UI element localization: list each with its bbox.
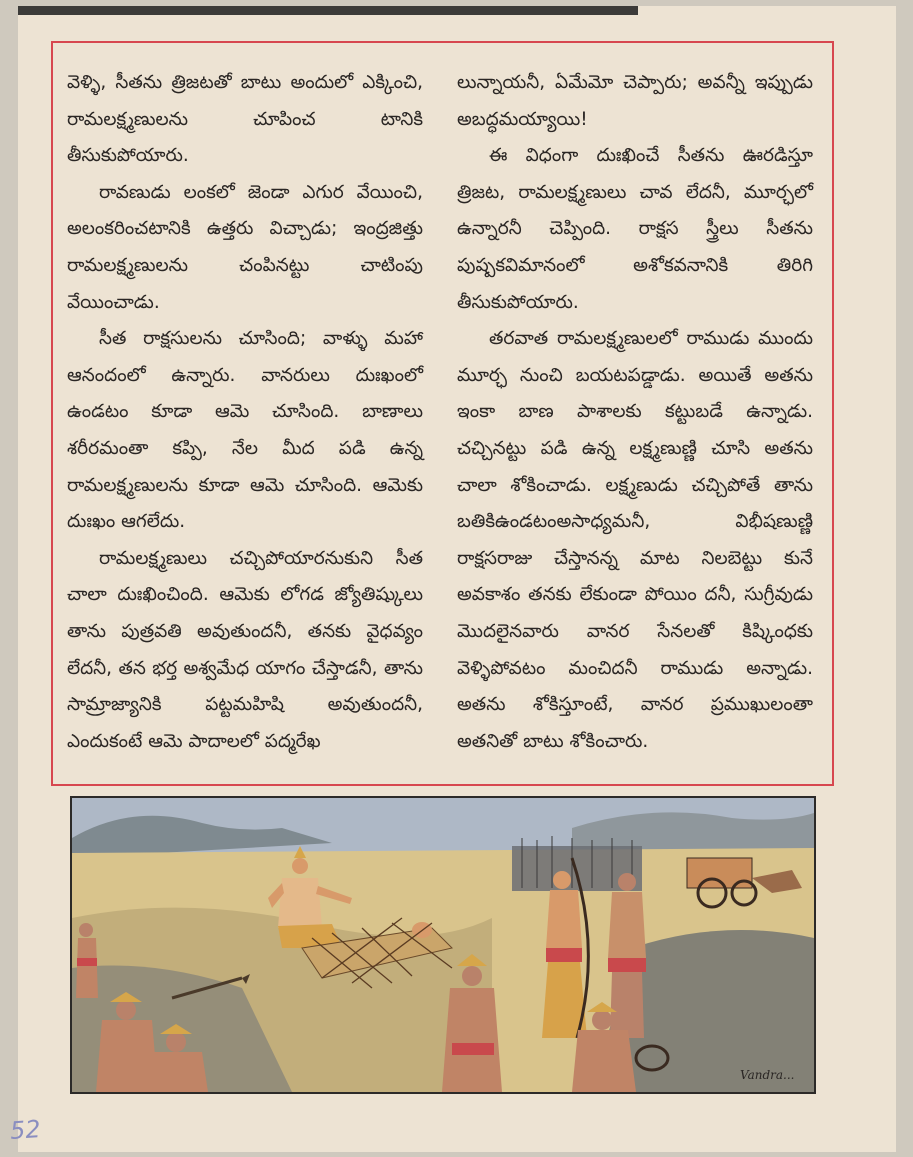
left-text-column (67, 65, 423, 760)
vanara-figure (608, 873, 646, 1038)
text-frame (51, 41, 834, 786)
paragraph: సీత రాక్షసులను చూసింది; వాళ్ళు మహా ఆనందంలో ఉన్నారు. వానరులు దుఃఖంలో ఉండటం కూడా ఆమె చూసింది. బాణాలు శరీరమంతా కప్పి, నేల మీద పడి ఉన్న రామలక్ష్మణులను కూడా ఆమె చూసింది. ఆమెకు దుఃఖం ఆగలేదు. (67, 328, 423, 533)
artist-signature: Vandra... (740, 1068, 795, 1082)
paragraph: ఈ విధంగా దుఃఖించే సీతను ఊరడిస్తూ త్రిజట, రామలక్ష్మణులు చావ లేదనీ, మూర్ఛలో ఉన్నారనీ చెప్పింది. రాక్షస స్త్రీలు సీతను పుష్పకవిమానంలో అశోకవనానికి తిరిగి తీసుకుపోయారు. (457, 145, 813, 313)
right-text-column (457, 65, 813, 760)
top-edge-bar (18, 6, 638, 15)
illustration-scene (72, 798, 814, 1092)
paragraph: రావణుడు లంకలో జెండా ఎగుర వేయించి, అలంకరించటానికి ఉత్తరు విచ్చాడు; ఇంద్రజిత్తు రామలక్ష్మణులను చంపినట్టు చాటింపు వేయించాడు. (67, 181, 423, 313)
paragraph: లున్నాయనీ, ఏమేమో చెప్పారు; అవన్నీ ఇప్పుడు అబద్ధమయ్యాయి! (457, 72, 813, 130)
page-number: 52 (9, 1114, 42, 1146)
paragraph: తరవాత రామలక్ష్మణులలో రాముడు ముందు మూర్ఛ నుంచి బయటపడ్డాడు. అయితే అతను ఇంకా బాణ పాశాలకు కట్టుబడే ఉన్నాడు. చచ్చినట్టు పడి ఉన్న లక్ష్మణుణ్ణి చూసి అతను చాలా శోకించాడు. లక్ష్మణుడు చచ్చిపోతే తాను బతికిఉండటంఅసాధ్యమనీ, విభీషణుణ్ణి రాక్షసరాజు చేస్తానన్న మాట నిలబెట్టు కునే అవకాశం తనకు లేకుండా పోయిం దనీ, సుగ్రీవుడు మొదలైనవారు వానర సేనలతో కిష్కింధకు వెళ్ళిపోవటం మంచిదనీ రాముడు అన్నాడు. అతను శోకిస్తూంటే, వానర ప్రముఖులంతా అతనితో బాటు శోకించారు. (457, 328, 813, 752)
battlefield-illustration (70, 796, 816, 1094)
paragraph: రామలక్ష్మణులు చచ్చిపోయారనుకుని సీత చాలా దుఃఖించింది. ఆమెకు లోగడ జ్యోతిష్కులు తాను పుత్రవతి అవుతుందనీ, తనకు వైధవ్యం లేదనీ, తన భర్త అశ్వమేధ యాగం చేస్తాడనీ, తాను సామ్రాజ్యానికి పట్టమహిషి అవుతుందనీ, ఎందుకంటే ఆమె పాదాలలో పద్మరేఖ (67, 547, 423, 752)
paragraph: వెళ్ళి, సీతను త్రిజటతో బాటు అందులో ఎక్కించి, రామలక్ష్మణులను చూపించ టానికి తీసుకుపోయారు. (67, 72, 423, 167)
